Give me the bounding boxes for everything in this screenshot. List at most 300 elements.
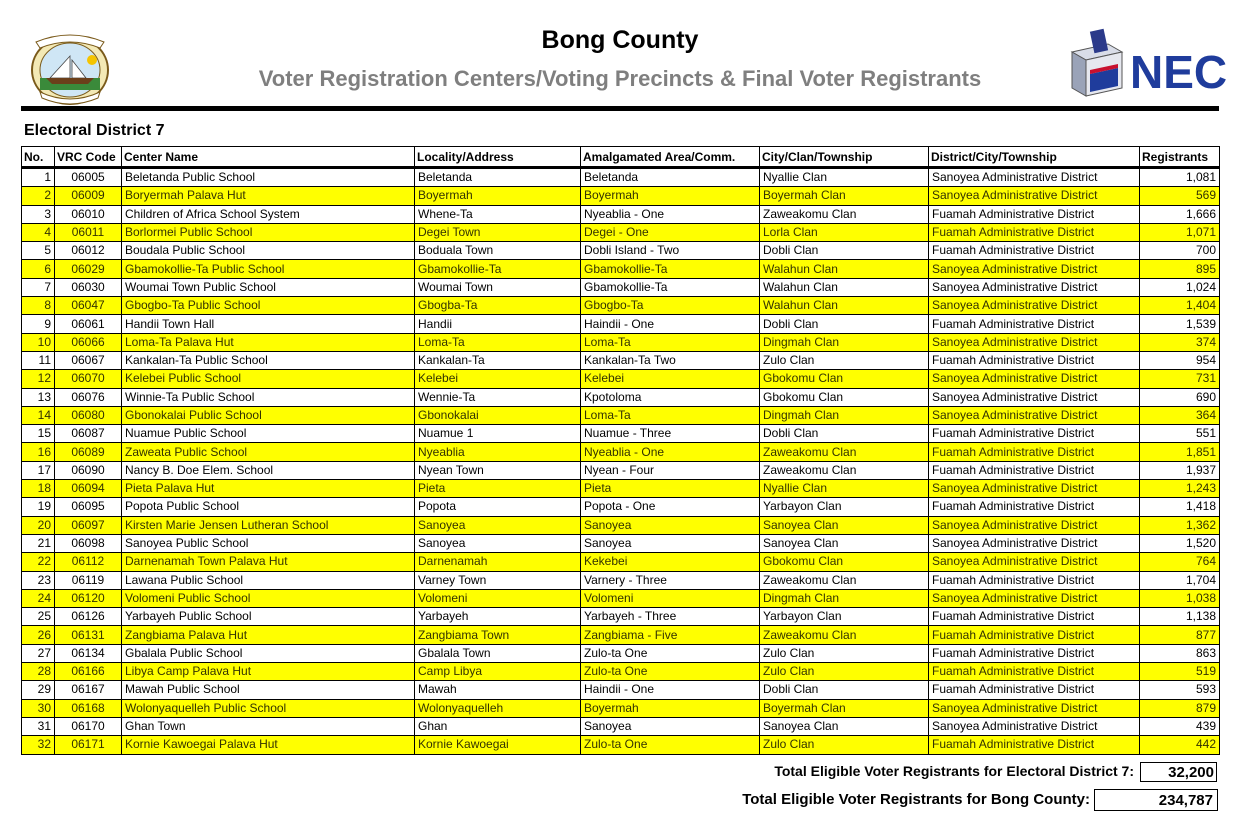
cell-amalgamated-area: Loma-Ta [581, 406, 760, 424]
cell-no: 10 [22, 333, 55, 351]
table-row [22, 351, 1220, 369]
cell-locality: Volomeni [415, 589, 581, 607]
cell-center-name: Woumai Town Public School [122, 278, 415, 296]
cell-no: 20 [22, 516, 55, 534]
col-header-vrc-code: VRC Code [55, 147, 122, 168]
cell-amalgamated-area: Kankalan-Ta Two [581, 351, 760, 369]
cell-locality: Nuamue 1 [415, 425, 581, 443]
cell-center-name: Darnenamah Town Palava Hut [122, 553, 415, 571]
cell-clan: Zulo Clan [760, 644, 929, 662]
cell-no: 12 [22, 370, 55, 388]
cell-district: Fuamah Administrative District [929, 315, 1140, 333]
cell-registrants: 1,851 [1140, 443, 1220, 461]
cell-center-name: Gbonokalai Public School [122, 406, 415, 424]
cell-clan: Walahun Clan [760, 297, 929, 315]
cell-vrc-code: 06131 [55, 626, 122, 644]
col-header-district: District/City/Township [929, 147, 1140, 168]
cell-no: 8 [22, 297, 55, 315]
cell-vrc-code: 06087 [55, 425, 122, 443]
cell-locality: Beletanda [415, 168, 581, 187]
cell-registrants: 442 [1140, 736, 1220, 754]
cell-district: Fuamah Administrative District [929, 425, 1140, 443]
cell-vrc-code: 06076 [55, 388, 122, 406]
cell-amalgamated-area: Pieta [581, 480, 760, 498]
cell-clan: Boyermah Clan [760, 699, 929, 717]
cell-district: Sanoyea Administrative District [929, 297, 1140, 315]
page-header [0, 0, 1240, 110]
cell-district: Sanoyea Administrative District [929, 168, 1140, 187]
cell-amalgamated-area: Nuamue - Three [581, 425, 760, 443]
cell-center-name: Gbogbo-Ta Public School [122, 297, 415, 315]
cell-registrants: 519 [1140, 663, 1220, 681]
cell-center-name: Ghan Town [122, 717, 415, 735]
cell-center-name: Nancy B. Doe Elem. School [122, 461, 415, 479]
cell-center-name: Pieta Palava Hut [122, 480, 415, 498]
cell-no: 32 [22, 736, 55, 754]
cell-clan: Zaweakomu Clan [760, 571, 929, 589]
cell-amalgamated-area: Popota - One [581, 498, 760, 516]
cell-registrants: 1,666 [1140, 205, 1220, 223]
cell-amalgamated-area: Sanoyea [581, 534, 760, 552]
cell-district: Fuamah Administrative District [929, 461, 1140, 479]
cell-no: 24 [22, 589, 55, 607]
table-row [22, 553, 1220, 571]
cell-amalgamated-area: Yarbayeh - Three [581, 608, 760, 626]
col-header-registrants: Registrants [1140, 147, 1220, 168]
cell-vrc-code: 06047 [55, 297, 122, 315]
cell-amalgamated-area: Zangbiama - Five [581, 626, 760, 644]
cell-no: 5 [22, 242, 55, 260]
table-row [22, 480, 1220, 498]
cell-vrc-code: 06030 [55, 278, 122, 296]
cell-registrants: 374 [1140, 333, 1220, 351]
cell-locality: Nyeablia [415, 443, 581, 461]
cell-no: 7 [22, 278, 55, 296]
district-total-label: Total Eligible Voter Registrants for Electoral District 7: [774, 763, 1134, 779]
cell-clan: Dobli Clan [760, 425, 929, 443]
cell-vrc-code: 06067 [55, 351, 122, 369]
cell-amalgamated-area: Nyeablia - One [581, 205, 760, 223]
cell-locality: Yarbayeh [415, 608, 581, 626]
cell-district: Sanoyea Administrative District [929, 388, 1140, 406]
cell-locality: Boyermah [415, 187, 581, 205]
cell-vrc-code: 06171 [55, 736, 122, 754]
cell-vrc-code: 06070 [55, 370, 122, 388]
table-row [22, 626, 1220, 644]
cell-registrants: 879 [1140, 699, 1220, 717]
cell-locality: Sanoyea [415, 516, 581, 534]
cell-district: Fuamah Administrative District [929, 626, 1140, 644]
cell-no: 15 [22, 425, 55, 443]
cell-center-name: Gbalala Public School [122, 644, 415, 662]
county-total-value: 234,787 [1094, 789, 1218, 811]
table-row [22, 663, 1220, 681]
district-total-value: 32,200 [1140, 762, 1217, 782]
cell-center-name: Wolonyaquelleh Public School [122, 699, 415, 717]
cell-vrc-code: 06066 [55, 333, 122, 351]
cell-vrc-code: 06089 [55, 443, 122, 461]
cell-no: 18 [22, 480, 55, 498]
cell-amalgamated-area: Haindii - One [581, 315, 760, 333]
cell-no: 1 [22, 168, 55, 187]
table-row [22, 534, 1220, 552]
cell-amalgamated-area: Nyeablia - One [581, 443, 760, 461]
cell-district: Sanoyea Administrative District [929, 333, 1140, 351]
cell-clan: Gbokomu Clan [760, 370, 929, 388]
cell-vrc-code: 06009 [55, 187, 122, 205]
cell-center-name: Yarbayeh Public School [122, 608, 415, 626]
cell-locality: Zangbiama Town [415, 626, 581, 644]
cell-clan: Gbokomu Clan [760, 553, 929, 571]
cell-amalgamated-area: Volomeni [581, 589, 760, 607]
header-rule [21, 106, 1219, 111]
cell-vrc-code: 06094 [55, 480, 122, 498]
cell-vrc-code: 06029 [55, 260, 122, 278]
cell-amalgamated-area: Gbamokollie-Ta [581, 278, 760, 296]
cell-amalgamated-area: Degei - One [581, 223, 760, 241]
cell-district: Fuamah Administrative District [929, 571, 1140, 589]
table-row [22, 370, 1220, 388]
cell-vrc-code: 06112 [55, 553, 122, 571]
cell-center-name: Handii Town Hall [122, 315, 415, 333]
cell-no: 11 [22, 351, 55, 369]
cell-no: 14 [22, 406, 55, 424]
cell-no: 23 [22, 571, 55, 589]
district-heading: Electoral District 7 [24, 122, 165, 139]
cell-amalgamated-area: Zulo-ta One [581, 644, 760, 662]
cell-district: Sanoyea Administrative District [929, 717, 1140, 735]
cell-locality: Pieta [415, 480, 581, 498]
cell-registrants: 895 [1140, 260, 1220, 278]
cell-district: Fuamah Administrative District [929, 205, 1140, 223]
table-row [22, 589, 1220, 607]
cell-clan: Dobli Clan [760, 681, 929, 699]
cell-amalgamated-area: Loma-Ta [581, 333, 760, 351]
cell-vrc-code: 06097 [55, 516, 122, 534]
cell-locality: Gbonokalai [415, 406, 581, 424]
cell-no: 22 [22, 553, 55, 571]
cell-registrants: 1,418 [1140, 498, 1220, 516]
cell-no: 29 [22, 681, 55, 699]
cell-amalgamated-area: Gbamokollie-Ta [581, 260, 760, 278]
cell-clan: Zaweakomu Clan [760, 461, 929, 479]
cell-amalgamated-area: Kpotoloma [581, 388, 760, 406]
table-row [22, 168, 1220, 187]
cell-center-name: Gbamokollie-Ta Public School [122, 260, 415, 278]
cell-registrants: 593 [1140, 681, 1220, 699]
cell-vrc-code: 06166 [55, 663, 122, 681]
county-total-label: Total Eligible Voter Registrants for Bong County: [742, 791, 1090, 808]
cell-locality: Nyean Town [415, 461, 581, 479]
cell-clan: Dobli Clan [760, 315, 929, 333]
table-row [22, 498, 1220, 516]
nec-logo-text: NEC [1130, 46, 1228, 98]
table-row [22, 223, 1220, 241]
cell-district: Fuamah Administrative District [929, 663, 1140, 681]
cell-amalgamated-area: Boyermah [581, 187, 760, 205]
cell-district: Sanoyea Administrative District [929, 406, 1140, 424]
cell-amalgamated-area: Beletanda [581, 168, 760, 187]
cell-locality: Loma-Ta [415, 333, 581, 351]
cell-center-name: Mawah Public School [122, 681, 415, 699]
cell-center-name: Popota Public School [122, 498, 415, 516]
cell-locality: Handii [415, 315, 581, 333]
cell-center-name: Nuamue Public School [122, 425, 415, 443]
table-row [22, 681, 1220, 699]
table-body [22, 168, 1220, 755]
cell-center-name: Volomeni Public School [122, 589, 415, 607]
cell-district: Sanoyea Administrative District [929, 370, 1140, 388]
cell-no: 30 [22, 699, 55, 717]
table-header-row [22, 147, 1220, 168]
cell-registrants: 551 [1140, 425, 1220, 443]
cell-center-name: Boudala Public School [122, 242, 415, 260]
cell-clan: Dingmah Clan [760, 333, 929, 351]
cell-center-name: Kankalan-Ta Public School [122, 351, 415, 369]
cell-no: 6 [22, 260, 55, 278]
cell-clan: Zulo Clan [760, 663, 929, 681]
cell-district: Fuamah Administrative District [929, 223, 1140, 241]
cell-registrants: 1,024 [1140, 278, 1220, 296]
cell-district: Sanoyea Administrative District [929, 534, 1140, 552]
cell-clan: Zaweakomu Clan [760, 205, 929, 223]
cell-amalgamated-area: Varnery - Three [581, 571, 760, 589]
cell-registrants: 1,404 [1140, 297, 1220, 315]
cell-center-name: Libya Camp Palava Hut [122, 663, 415, 681]
cell-locality: Ghan [415, 717, 581, 735]
cell-vrc-code: 06168 [55, 699, 122, 717]
table-row [22, 608, 1220, 626]
cell-locality: Varney Town [415, 571, 581, 589]
cell-registrants: 690 [1140, 388, 1220, 406]
cell-vrc-code: 06080 [55, 406, 122, 424]
cell-amalgamated-area: Boyermah [581, 699, 760, 717]
table-row [22, 516, 1220, 534]
cell-clan: Zaweakomu Clan [760, 626, 929, 644]
cell-registrants: 569 [1140, 187, 1220, 205]
cell-registrants: 1,362 [1140, 516, 1220, 534]
cell-registrants: 731 [1140, 370, 1220, 388]
cell-clan: Yarbayon Clan [760, 498, 929, 516]
table-row [22, 333, 1220, 351]
cell-center-name: Sanoyea Public School [122, 534, 415, 552]
cell-district: Fuamah Administrative District [929, 351, 1140, 369]
cell-vrc-code: 06010 [55, 205, 122, 223]
table-row [22, 644, 1220, 662]
cell-district: Sanoyea Administrative District [929, 699, 1140, 717]
cell-registrants: 1,038 [1140, 589, 1220, 607]
table-row [22, 297, 1220, 315]
cell-vrc-code: 06120 [55, 589, 122, 607]
cell-no: 25 [22, 608, 55, 626]
cell-clan: Dingmah Clan [760, 406, 929, 424]
col-header-center-name: Center Name [122, 147, 415, 168]
table-row [22, 736, 1220, 754]
cell-locality: Kornie Kawoegai [415, 736, 581, 754]
cell-district: Sanoyea Administrative District [929, 553, 1140, 571]
cell-district: Sanoyea Administrative District [929, 187, 1140, 205]
cell-center-name: Kelebei Public School [122, 370, 415, 388]
table-row [22, 571, 1220, 589]
cell-district: Fuamah Administrative District [929, 736, 1140, 754]
cell-registrants: 1,081 [1140, 168, 1220, 187]
cell-locality: Wolonyaquelleh [415, 699, 581, 717]
cell-vrc-code: 06095 [55, 498, 122, 516]
cell-vrc-code: 06119 [55, 571, 122, 589]
cell-registrants: 1,520 [1140, 534, 1220, 552]
cell-clan: Dingmah Clan [760, 589, 929, 607]
cell-clan: Yarbayon Clan [760, 608, 929, 626]
table-row [22, 315, 1220, 333]
cell-amalgamated-area: Haindii - One [581, 681, 760, 699]
cell-clan: Sanoyea Clan [760, 516, 929, 534]
cell-no: 3 [22, 205, 55, 223]
cell-center-name: Kornie Kawoegai Palava Hut [122, 736, 415, 754]
cell-center-name: Lawana Public School [122, 571, 415, 589]
cell-district: Fuamah Administrative District [929, 242, 1140, 260]
cell-locality: Gbalala Town [415, 644, 581, 662]
cell-locality: Wennie-Ta [415, 388, 581, 406]
cell-registrants: 1,704 [1140, 571, 1220, 589]
cell-clan: Nyallie Clan [760, 480, 929, 498]
cell-district: Sanoyea Administrative District [929, 278, 1140, 296]
cell-locality: Gbogba-Ta [415, 297, 581, 315]
cell-no: 28 [22, 663, 55, 681]
cell-district: Fuamah Administrative District [929, 608, 1140, 626]
cell-clan: Dobli Clan [760, 242, 929, 260]
cell-registrants: 954 [1140, 351, 1220, 369]
cell-locality: Mawah [415, 681, 581, 699]
cell-no: 17 [22, 461, 55, 479]
cell-no: 21 [22, 534, 55, 552]
col-header-locality: Locality/Address [415, 147, 581, 168]
cell-amalgamated-area: Sanoyea [581, 516, 760, 534]
cell-district: Fuamah Administrative District [929, 644, 1140, 662]
cell-registrants: 1,138 [1140, 608, 1220, 626]
cell-district: Sanoyea Administrative District [929, 260, 1140, 278]
table-row [22, 388, 1220, 406]
cell-vrc-code: 06170 [55, 717, 122, 735]
ballot-box-icon [1072, 29, 1122, 96]
cell-district: Sanoyea Administrative District [929, 480, 1140, 498]
cell-locality: Popota [415, 498, 581, 516]
nec-logo [1068, 26, 1228, 102]
cell-amalgamated-area: Gbogbo-Ta [581, 297, 760, 315]
cell-locality: Sanoyea [415, 534, 581, 552]
cell-vrc-code: 06061 [55, 315, 122, 333]
table-row [22, 205, 1220, 223]
cell-registrants: 1,071 [1140, 223, 1220, 241]
cell-center-name: Kirsten Marie Jensen Lutheran School [122, 516, 415, 534]
cell-clan: Sanoyea Clan [760, 717, 929, 735]
cell-vrc-code: 06005 [55, 168, 122, 187]
page-title: Bong County [541, 26, 699, 54]
cell-locality: Gbamokollie-Ta [415, 260, 581, 278]
cell-no: 9 [22, 315, 55, 333]
cell-district: Sanoyea Administrative District [929, 589, 1140, 607]
cell-vrc-code: 06090 [55, 461, 122, 479]
cell-clan: Gbokomu Clan [760, 388, 929, 406]
col-header-amalgamated-area: Amalgamated Area/Comm. [581, 147, 760, 168]
cell-district: Sanoyea Administrative District [929, 516, 1140, 534]
cell-amalgamated-area: Zulo-ta One [581, 736, 760, 754]
cell-no: 2 [22, 187, 55, 205]
cell-clan: Walahun Clan [760, 260, 929, 278]
cell-amalgamated-area: Nyean - Four [581, 461, 760, 479]
cell-no: 31 [22, 717, 55, 735]
cell-no: 4 [22, 223, 55, 241]
cell-no: 13 [22, 388, 55, 406]
table-row [22, 242, 1220, 260]
cell-center-name: Beletanda Public School [122, 168, 415, 187]
registrants-table [21, 146, 1220, 755]
cell-district: Fuamah Administrative District [929, 681, 1140, 699]
cell-no: 27 [22, 644, 55, 662]
cell-amalgamated-area: Dobli Island - Two [581, 242, 760, 260]
cell-clan: Zaweakomu Clan [760, 443, 929, 461]
cell-locality: Darnenamah [415, 553, 581, 571]
cell-locality: Degei Town [415, 223, 581, 241]
cell-center-name: Boryermah Palava Hut [122, 187, 415, 205]
cell-locality: Whene-Ta [415, 205, 581, 223]
cell-clan: Walahun Clan [760, 278, 929, 296]
cell-registrants: 1,937 [1140, 461, 1220, 479]
cell-registrants: 700 [1140, 242, 1220, 260]
table-row [22, 425, 1220, 443]
cell-amalgamated-area: Sanoyea [581, 717, 760, 735]
table-row [22, 406, 1220, 424]
cell-registrants: 364 [1140, 406, 1220, 424]
cell-vrc-code: 06167 [55, 681, 122, 699]
cell-center-name: Borlormei Public School [122, 223, 415, 241]
cell-locality: Kelebei [415, 370, 581, 388]
cell-clan: Zulo Clan [760, 351, 929, 369]
cell-vrc-code: 06134 [55, 644, 122, 662]
cell-locality: Kankalan-Ta [415, 351, 581, 369]
cell-center-name: Loma-Ta Palava Hut [122, 333, 415, 351]
table-row [22, 443, 1220, 461]
col-header-clan: City/Clan/Township [760, 147, 929, 168]
cell-clan: Boyermah Clan [760, 187, 929, 205]
table-row [22, 187, 1220, 205]
cell-registrants: 439 [1140, 717, 1220, 735]
table-row [22, 717, 1220, 735]
cell-amalgamated-area: Kelebei [581, 370, 760, 388]
cell-registrants: 1,539 [1140, 315, 1220, 333]
table-row [22, 461, 1220, 479]
table-row [22, 260, 1220, 278]
cell-center-name: Zaweata Public School [122, 443, 415, 461]
cell-vrc-code: 06126 [55, 608, 122, 626]
cell-locality: Boduala Town [415, 242, 581, 260]
cell-locality: Woumai Town [415, 278, 581, 296]
cell-vrc-code: 06012 [55, 242, 122, 260]
cell-clan: Zulo Clan [760, 736, 929, 754]
cell-vrc-code: 06098 [55, 534, 122, 552]
cell-center-name: Zangbiama Palava Hut [122, 626, 415, 644]
cell-no: 19 [22, 498, 55, 516]
cell-vrc-code: 06011 [55, 223, 122, 241]
cell-locality: Camp Libya [415, 663, 581, 681]
table-row [22, 278, 1220, 296]
cell-district: Fuamah Administrative District [929, 443, 1140, 461]
cell-center-name: Winnie-Ta Public School [122, 388, 415, 406]
cell-registrants: 764 [1140, 553, 1220, 571]
cell-registrants: 863 [1140, 644, 1220, 662]
cell-district: Fuamah Administrative District [929, 498, 1140, 516]
cell-no: 26 [22, 626, 55, 644]
cell-amalgamated-area: Kekebei [581, 553, 760, 571]
